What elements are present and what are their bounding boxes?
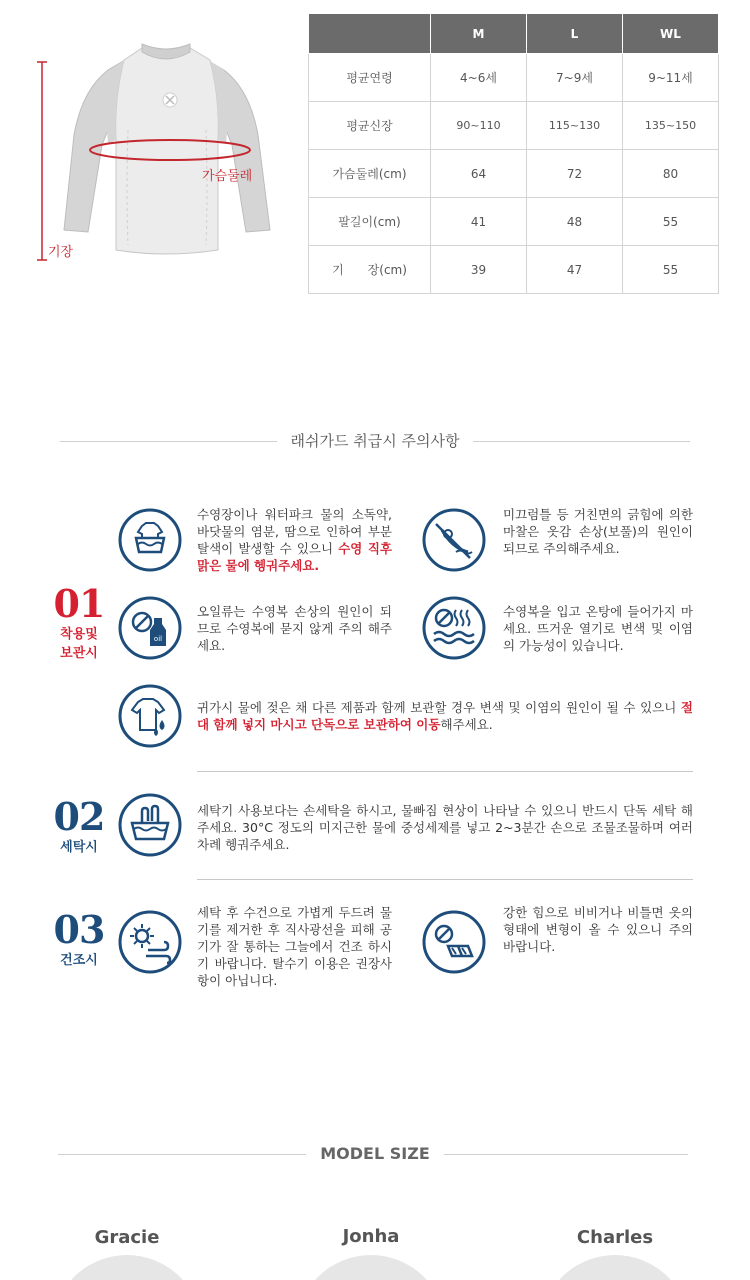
table-cell: 80 <box>623 150 719 198</box>
group-number: 03 <box>53 907 105 952</box>
table-cell: 48 <box>527 198 623 246</box>
table-row <box>309 198 719 246</box>
table-cell: 7~9세 <box>527 54 623 102</box>
no-hot-water-icon <box>422 596 486 660</box>
table-header-cell <box>309 14 431 54</box>
size-table <box>308 13 719 294</box>
model-photo-charles <box>540 1255 690 1280</box>
table-header-cell: WL <box>623 14 719 54</box>
shirt-diagram <box>30 40 300 270</box>
table-row <box>309 54 719 102</box>
table-cell: 64 <box>431 150 527 198</box>
care-text: 해주세요. <box>440 717 493 732</box>
section-divider <box>197 879 693 880</box>
table-header-cell: L <box>527 14 623 54</box>
table-cell: 55 <box>623 246 719 294</box>
group-03-badge <box>50 907 108 969</box>
hand-wash-icon <box>118 793 182 857</box>
row-label: 가슴둘레(cm) <box>309 150 431 198</box>
group-label: 건조시 <box>60 953 98 968</box>
chest-label: 가슴둘레 <box>202 169 253 184</box>
care-text-rough: 미끄럼틀 등 거친면의 긁힘에 의한 마찰은 옷감 손상(보풀)의 원인이 되므로 주의해주세요. <box>503 507 693 556</box>
row-label: 평균신장 <box>309 102 431 150</box>
model-photo-gracie <box>52 1255 202 1280</box>
no-oil-icon <box>118 596 182 660</box>
care-text-dry: 세탁 후 수건으로 가볍게 두드려 물기를 제거한 후 직사광선을 피해 공기가 잘 통하는 그늘에서 건조 하시기 바랍니다. 탈수기 이용은 권장사항이 아닙니다. <box>197 905 392 988</box>
care-text-oil: 오일류는 수영복 손상의 원인이 되므로 수영복에 묻지 않게 주의 해주세요. <box>197 604 392 653</box>
section-divider <box>197 771 693 772</box>
wet-storage-icon <box>118 684 182 748</box>
table-cell: 4~6세 <box>431 54 527 102</box>
care-text-wet <box>197 699 693 733</box>
care-text: 수영장이나 워터파크 물의 소독약, 바닷물의 염분, 땀으로 인하여 부분 탈색이 발생할 수 있으니 <box>197 507 392 556</box>
care-text-wash: 세탁기 사용보다는 손세탁을 하시고, 물빠짐 현상이 나타날 수 있으니 반드시 단독 세탁 해주세요. 30°C 정도의 미지근한 물에 중성세제를 넣고 2~3분간 손으로 조물조물하며 여러차례 헹궈주세요. <box>197 803 693 852</box>
model-name-gracie: Gracie <box>94 1227 160 1248</box>
model-name-jonha: Jonha <box>342 1226 400 1247</box>
group-number: 02 <box>53 794 105 839</box>
group-01-badge <box>50 581 108 662</box>
table-row <box>309 150 719 198</box>
table-header-cell: M <box>431 14 527 54</box>
group-02-badge <box>50 794 108 856</box>
table-row <box>309 102 719 150</box>
table-cell: 72 <box>527 150 623 198</box>
model-photo-jonha <box>296 1255 446 1280</box>
care-text-chlorine <box>197 506 392 574</box>
group-label: 세탁시 <box>60 840 98 855</box>
length-label: 기장 <box>48 245 74 260</box>
care-highlight: 수영 직후 맑은 물에 헹궈주세요. <box>197 541 392 573</box>
table-cell: 55 <box>623 198 719 246</box>
table-cell: 9~11세 <box>623 54 719 102</box>
model-section-title <box>0 1144 750 1163</box>
svg-text:oil: oil <box>153 635 163 643</box>
rashguard-illustration <box>30 40 300 270</box>
table-cell: 41 <box>431 198 527 246</box>
model-name-charles: Charles <box>576 1227 654 1248</box>
group-number: 01 <box>53 581 105 626</box>
care-section-title <box>0 430 750 451</box>
model-title-text: MODEL SIZE <box>306 1144 444 1163</box>
table-cell: 135~150 <box>623 102 719 150</box>
chlorine-wash-icon <box>118 508 182 572</box>
care-text-wring: 강한 힘으로 비비거나 비틀면 옷의 형태에 변형이 올 수 있으니 주의 바랍니다. <box>503 905 693 954</box>
table-cell: 115~130 <box>527 102 623 150</box>
row-label: 팔길이(cm) <box>309 198 431 246</box>
shade-dry-icon <box>118 910 182 974</box>
slide-friction-icon <box>422 508 486 572</box>
table-header-row <box>309 14 719 54</box>
care-text-hot: 수영복을 입고 온탕에 들어가지 마세요. 뜨거운 열기로 변색 및 이염의 가능성이 있습니다. <box>503 604 693 653</box>
table-row <box>309 246 719 294</box>
care-highlight: 절대 함께 넣지 마시고 단독으로 보관하여 이동 <box>197 700 693 732</box>
care-title-text: 래쉬가드 취급시 주의사항 <box>277 430 474 451</box>
no-wring-icon <box>422 910 486 974</box>
table-cell: 90~110 <box>431 102 527 150</box>
care-text: 귀가시 물에 젖은 채 다른 제품과 함께 보관할 경우 변색 및 이염의 원인이 될 수 있으니 <box>197 700 681 715</box>
row-label: 기 장(cm) <box>309 246 431 294</box>
group-label: 보관시 <box>60 646 98 661</box>
row-label: 평균연령 <box>309 54 431 102</box>
table-cell: 39 <box>431 246 527 294</box>
table-cell: 47 <box>527 246 623 294</box>
group-label: 착용및 <box>60 627 98 642</box>
